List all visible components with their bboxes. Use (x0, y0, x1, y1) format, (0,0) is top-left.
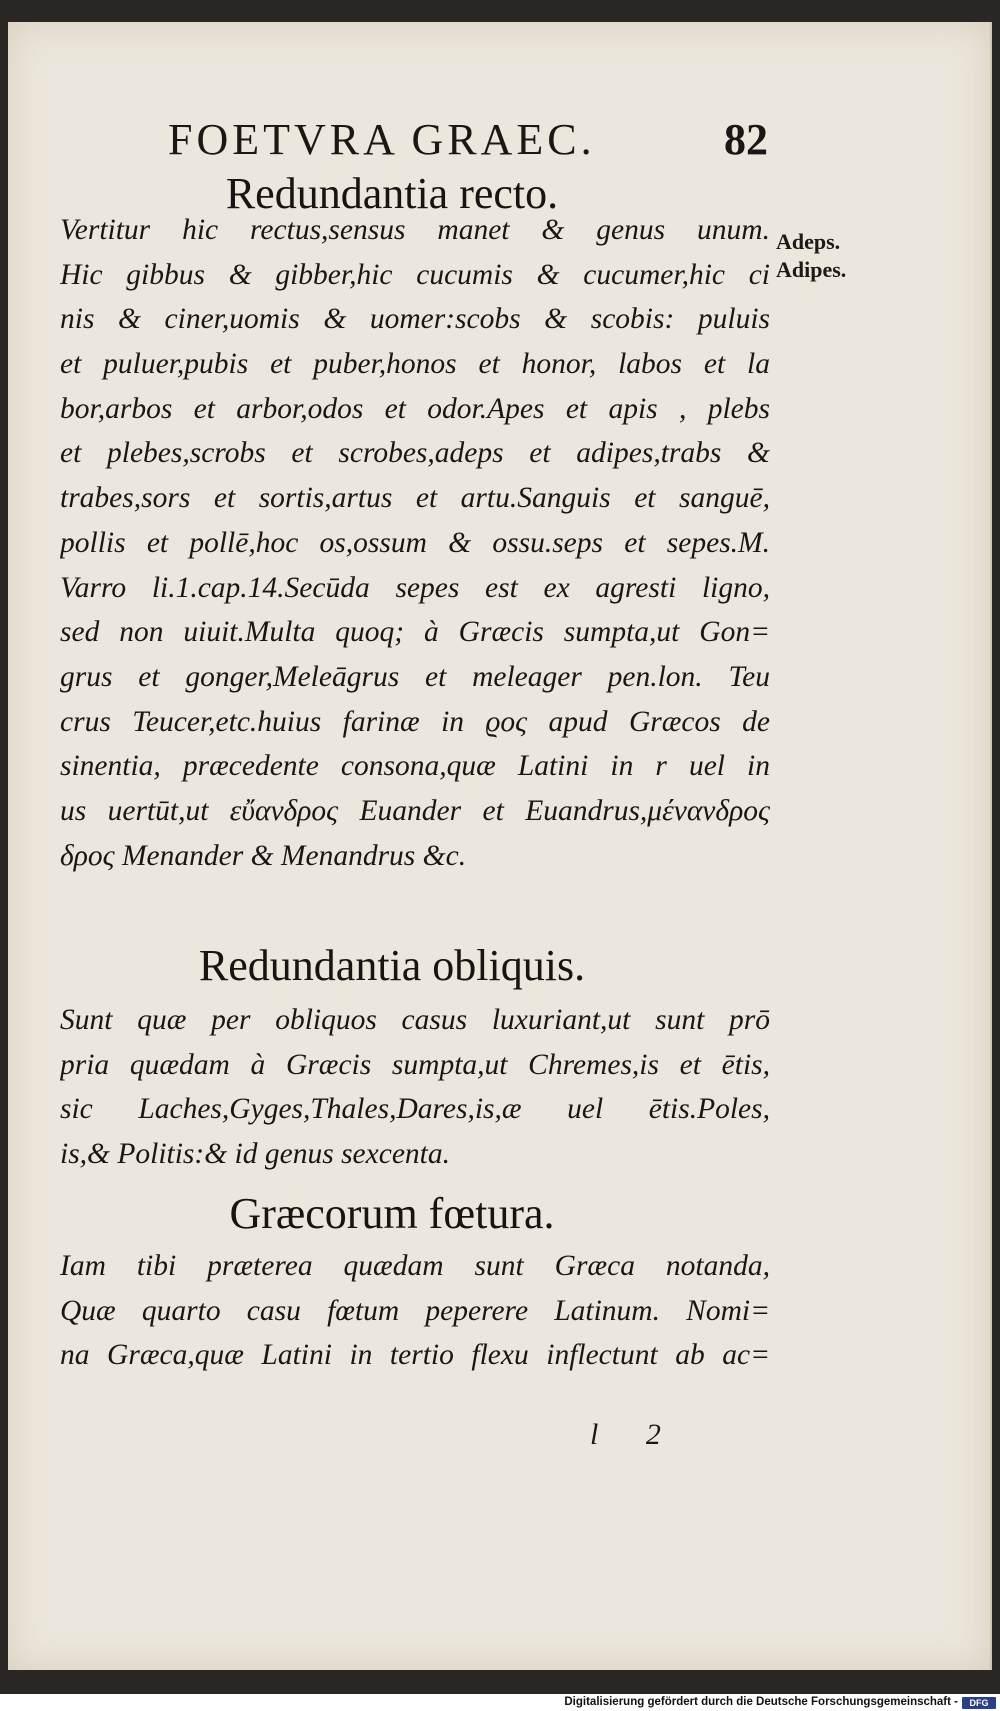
text-line: nis & ciner,uomis & uomer:scobs & scobis: puluis (60, 303, 770, 336)
margin-notes (776, 228, 886, 284)
text-line: Hic gibbus & gibber,hic cucumis & cucumer,hic ci (60, 258, 770, 291)
text-line: na Græca,quæ Latini in tertio flexu inflectunt ab ac= (60, 1339, 770, 1372)
text-line: trabes,sors et sortis,artus et artu.Sanguis et sanguē, (60, 482, 770, 515)
text-line: pollis et pollē,hoc os,ossum & ossu.seps et sepes.M. (60, 526, 770, 559)
text-line: Iam tibi præterea quædam sunt Græca notanda, (60, 1250, 770, 1282)
text-line: δρος Menander & Menandrus &c. (60, 839, 467, 872)
text-line: sic Laches,Gyges,Thales,Dares,is,æ uel ētis.Poles, (60, 1093, 770, 1126)
running-head: FOETVRA GRAEC. (168, 115, 596, 164)
text-line: crus Teucer,etc.huius farinæ in ϱος apud Græcos de (60, 705, 770, 738)
section-body-redundantia-obliquis (60, 998, 770, 1177)
text-line: us uertūt,ut εὔανδρος Euander et Euandrus,μένανδρος (60, 794, 770, 827)
text-line: is,& Politis:& id genus sexcenta. (60, 1138, 450, 1171)
text-line: sinentia, præcedente consona,quæ Latini in r uel in (60, 750, 770, 783)
section-body-graecorum-foetura (60, 1244, 770, 1378)
text-line: Vertitur hic rectus,sensus manet & genus unum. (60, 214, 770, 246)
footer-credit: Digitalisierung gefördert durch die Deutsche Forschungsgemeinschaft - (564, 1696, 958, 1708)
dfg-logo: DFG (962, 1697, 996, 1709)
section-heading-redundantia-recto: Redundantia recto. (225, 169, 559, 218)
section-heading-graecorum-foetura: Græcorum fœtura. (229, 1189, 555, 1238)
text-line: sed non uiuit.Multa quoq; à Græcis sumpta,ut Gon= (60, 616, 770, 649)
section-heading-redundantia-obliquis: Redundantia obliquis. (198, 941, 586, 990)
margin-note: Adeps. (776, 229, 841, 254)
page-header (168, 114, 768, 164)
text-line: pria quædam à Græcis sumpta,ut Chremes,is et ētis, (60, 1048, 770, 1081)
text-line: bor,arbos et arbor,odos et odor.Apes et apis , plebs (60, 392, 770, 425)
text-line: Varro li.1.cap.14.Secūda sepes est ex agresti ligno, (60, 571, 770, 604)
signature-mark: l 2 (590, 1418, 681, 1451)
text-line: et puluer,pubis et puber,honos et honor, labos et la (60, 348, 770, 381)
page-number: 82 (724, 115, 768, 164)
text-line: grus et gonger,Meleāgrus et meleager pen.lon. Teu (60, 660, 770, 693)
text-line: et plebes,scrobs et scrobes,adeps et adipes,trabs & (60, 437, 770, 470)
text-line: Quæ quarto casu fœtum peperere Latinum. Nomi= (60, 1294, 770, 1327)
book-page (8, 22, 992, 1670)
section-body-redundantia-recto (60, 208, 770, 878)
margin-note: Adipes. (776, 257, 847, 282)
text-line: Sunt quæ per obliquos casus luxuriant,ut sunt prō (60, 1004, 770, 1036)
